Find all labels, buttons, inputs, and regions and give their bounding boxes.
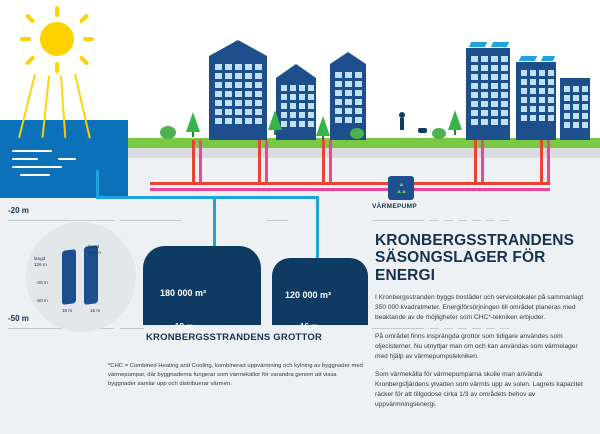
cavern-1-volume: 180 000 m³ (160, 288, 207, 298)
cavern-title: KRONBERGSSTRANDENS GROTTOR (146, 332, 323, 343)
cavern-detail-callout (26, 222, 136, 332)
detail-label-width-18: 18 m (62, 308, 73, 313)
title-line-1: KRONBERGSSTRANDENS (375, 232, 575, 249)
page-title (375, 232, 589, 284)
cavern-1-width: 18 m (175, 322, 194, 331)
cavern-1 (143, 246, 261, 321)
detail-label-length-1: längd 126 m (34, 256, 47, 267)
detail-label-width-16: 16 m (90, 308, 101, 313)
detail-label-length-2: längd 146 m (88, 244, 101, 255)
heat-pump-label: VÄRMEPUMP (372, 203, 417, 210)
cavern-2-volume: 120 000 m³ (285, 290, 332, 300)
paragraph-2: På området finns insprängda grottor som tidigare användes som oljecisterner. Nu utnyttjar man om och kan användas som värmelager med hjälp av värmepumpstekniken. (375, 332, 578, 360)
detail-label-depth-50: -50 m (36, 298, 48, 303)
footnote: *CHC = Combined Heating and Cooling, kombinerad uppvärmning och kylning av byggnader med värmepumpar, där byggnaderna fungerar som värmekällor för varandra genom att vissa byggnader samlar upp och distribuerar värmen. (108, 363, 363, 388)
cavern-2-width: 16 m (300, 322, 319, 331)
title-line-2: SÄSONGSLAGER FÖR ENERGI (375, 249, 546, 284)
heat-pump-icon (388, 176, 414, 200)
depth-label-20: -20 m (8, 206, 29, 215)
paragraph-1: I Kronbergsstranden byggs bostäder och servicelokaler på sammanlagt 350 000 kvadratmeter. Energiförsörjningen till området planeras med beaktande av de möjligheter som CHC*-tekniken erbjuder. (375, 294, 584, 321)
depth-label-50: -50 m (8, 314, 29, 323)
paragraph-3: Som värmekälla för värmepumparna skulle man använda Kronbergsfjärdens ytvatten som värmts upp av solen. Lagrets kapacitet räcker för att tillgodose cirka 1/3 av områdets behov av uppvärmningsenergi. (375, 371, 583, 409)
detail-label-depth-20: -20 m (36, 280, 48, 285)
text-column (375, 232, 589, 410)
